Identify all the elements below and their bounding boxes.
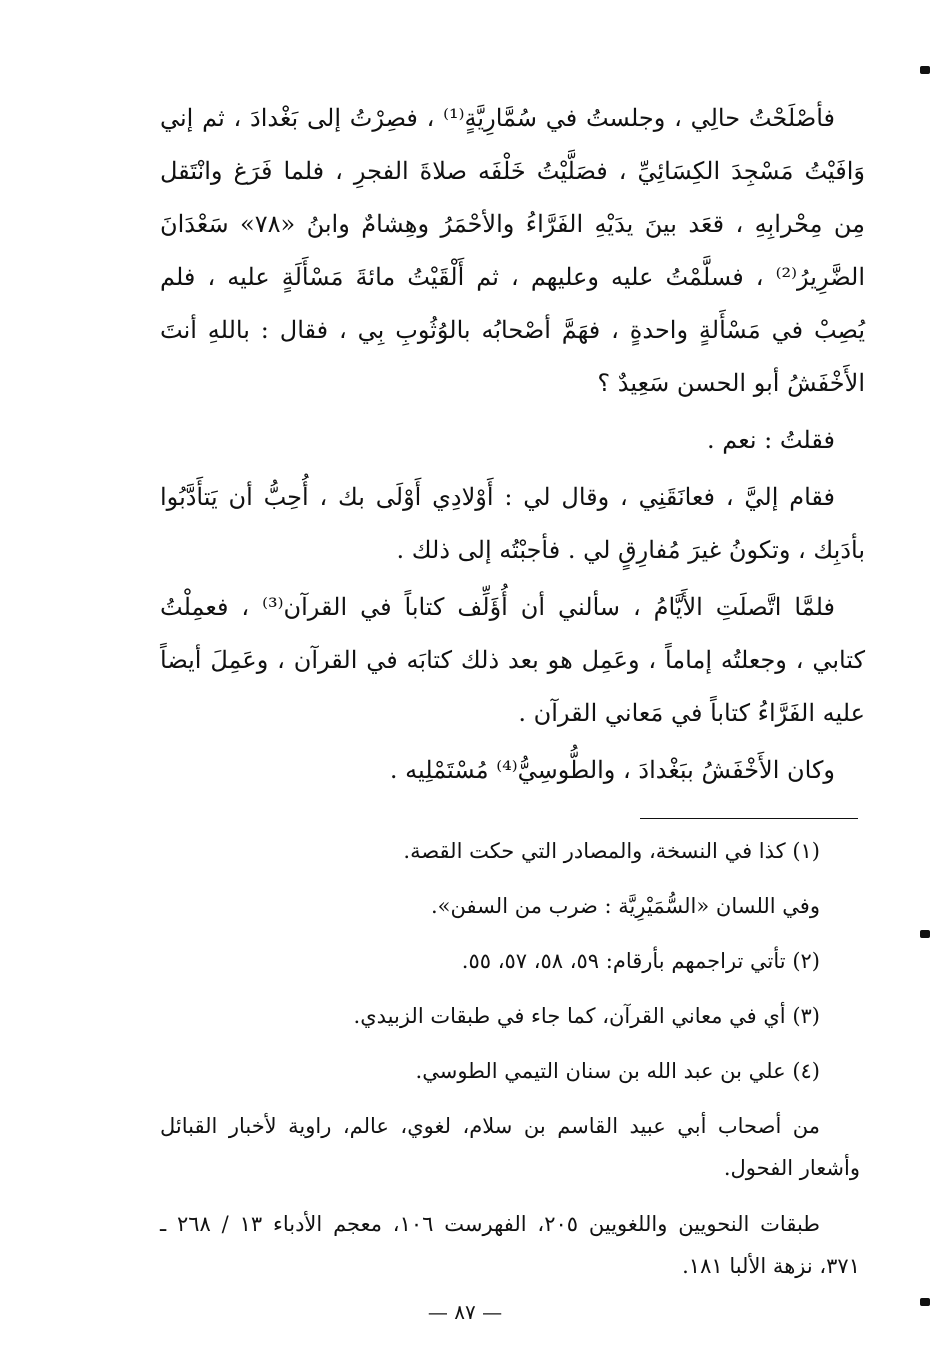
paragraph-2: فقلتُ : نعم .	[707, 426, 835, 454]
margin-mark	[920, 1298, 930, 1306]
footnote-4-description: من أصحاب أبي عبيد القاسم بن سلام، لغوي، عالم، راوية لأخبار القبائل وأشعار الفحول.	[160, 1114, 860, 1180]
footnote-separator	[640, 818, 858, 819]
paragraph-1: فأصْلَحْتُ حالِي ، وجلستُ في سُمَّارِيَّةٍ⁽¹⁾ ، فصِرْتُ إلى بَغْدادَ ، ثم إني وَافَيْتُ مَسْجِدَ الكِسَائِيِّ ، فصَلَّيْتُ خَلْفَه صلاةَ الفجرِ ، فلما فَرَغ وانْتَقل مِن مِحْرابِهِ ، قعَد بينَ يدَيْهِ الفَرَّاءُ والأحْمَرُ وهِشامٌ وابنُ «٧٨» سَعْدَانَ الضَّرِيرُ⁽²⁾ ، فسلَّمْتُ عليه وعليهم ، ثم أَلْقَيْتُ مائةَ مَسْأَلَةٍ عليه ، فلم يُصِبْ في مَسْأَلةٍ واحدةٍ ، فهَمَّ أصْحابُه بالوُثُوبِ بِي ، فقال : باللهِ أنتَ الأَخْفَشُ أبو الحسن سَعِيدٌ ؟	[160, 104, 865, 397]
main-text	[160, 92, 865, 797]
footnote-3: (٣) أي في معاني القرآن، كما جاء في طبقات الزبيدي.	[353, 1004, 820, 1028]
margin-mark	[920, 930, 930, 938]
margin-mark	[920, 66, 930, 74]
footnotes	[160, 830, 860, 1300]
paragraph-5: وكان الأَخْفَشُ ببَغْدادَ ، والطُّوسِيُّ⁽⁴⁾ مُسْتَمْلِيه .	[389, 756, 835, 784]
paragraph-4: فلمَّا اتَّصلَتِ الأَيَّامُ ، سألني أن أُؤَلِّف كتاباً في القرآن⁽³⁾ ، فعمِلْتُ كتابي ، وجعلتُه إماماً ، وعَمِل هو بعد ذلك كتابَه في القرآن ، وعَمِلَ أيضاً عليه الفَرَّاءُ كتاباً في مَعاني القرآن .	[160, 593, 865, 727]
footnote-1: (١) كذا في النسخة، والمصادر التي حكت القصة.	[403, 839, 820, 863]
footnote-2: (٢) تأتي تراجمهم بأرقام: ٥٩، ٥٨، ٥٧، ٥٥.	[461, 949, 820, 973]
page-number: — ٨٧ —	[427, 1300, 503, 1324]
footnote-4-sources: طبقات النحويين واللغويين ٢٠٥، الفهرست ١٠٦، معجم الأدباء ١٣ / ٢٦٨ ـ ٣٧١، نزهة الألبا ١٨١.	[160, 1212, 860, 1278]
paragraph-3: فقام إليَّ ، فعانَقَنِي ، وقال لي : أَوْلادِي أَوْلَى بك ، أُحِبُّ أن يَتأَدَّبُوا بأدَبِك ، وتكونُ غيرَ مُفارِقٍ لي . فأجبْتُه إلى ذلك .	[160, 483, 865, 564]
footnote-4: (٤) علي بن عبد الله بن سنان التيمي الطوسي.	[415, 1059, 820, 1083]
footnote-1-continued: وفي اللسان «السُّمَيْرِيَّة : ضرب من السفن».	[430, 894, 820, 918]
